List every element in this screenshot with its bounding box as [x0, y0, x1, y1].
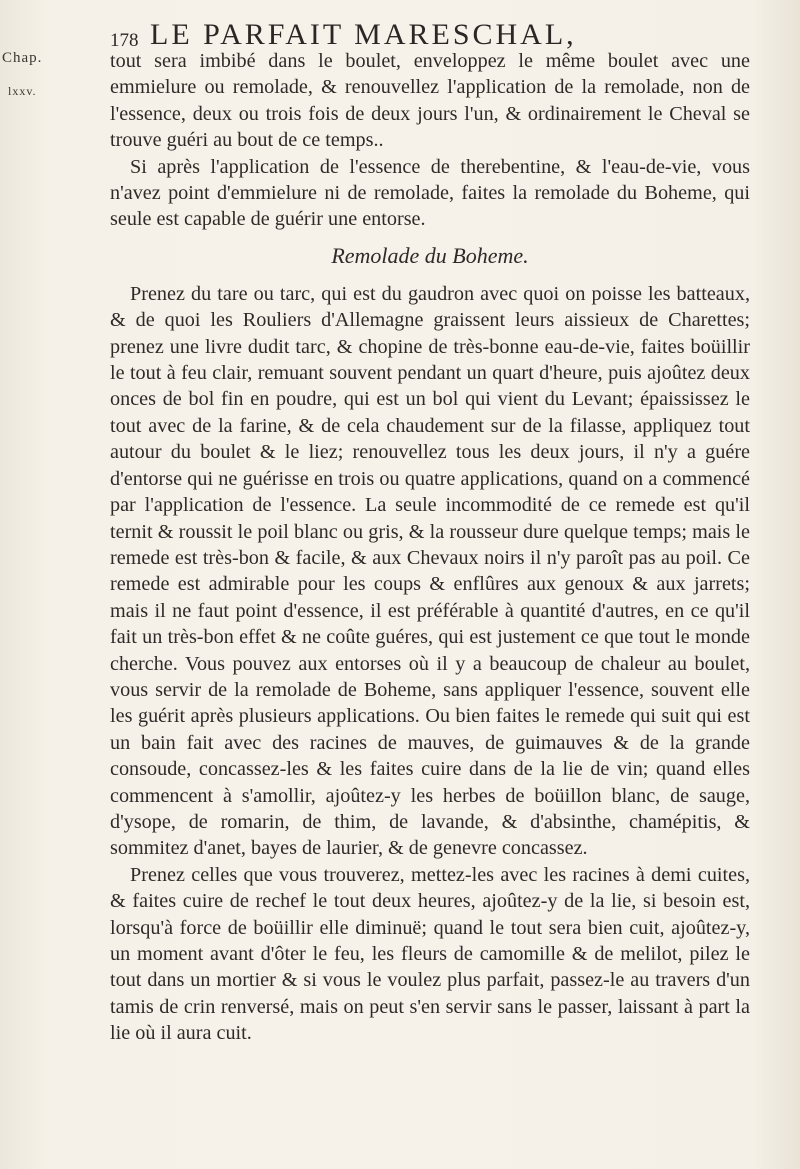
section-heading: Remolade du Boheme.	[331, 242, 529, 268]
chapter-number: lxxv.	[8, 84, 37, 98]
chapter-label: Chap.	[2, 50, 43, 66]
paragraph-3: Prenez du tare ou tarc, qui est du gaudron avec quoi on poisse les batteaux, & de quoi les Rouliers d'Allemagne graissent leurs aissieux de Charettes; prenez une livre dudit tarc, & chopine de très-bonne eau-de-vie, faites boüillir le tout à feu clair, remuant souvent pendant un quart d'heure, puis ajoûtez deux onces de bol fin en poudre, qui est un bol qui vient du Levant; épaississez le tout avec de la farine, & de cela chaudement sur de la filasse, appliquez tout autour du boulet & le liez; renouvellez tous les deux jours, il n'y a guére d'entorse qui ne guérisse en trois ou quatre applications, quand on a commencé par l'application de l'essence. La seule incommodité de ce remede est qu'il ternit & roussit le poil blanc ou gris, & la rousseur dure quelque temps; mais le remede est très-bon & facile, & aux Chevaux noirs il n'y paroît pas au poil. Ce remede est admirable pour les coups & enflûres aux genoux & aux jarrets; mais il ne faut point d'essence, il est préférable à quantité d'autres, en ce qu'il fait un très-bon effet & ne coûte guéres, qui est justement ce que tout le monde cherche. Vous pouvez aux entorses où il y a beaucoup de chaleur au boulet, vous servir de la remolade de Boheme, sans appliquer l'essence, souvent elle les guérit après plusieurs applications. Ou bien faites le remede qui suit qui est un bain fait avec des racines de mauves, de guimauves & de la grande consoude, concassez-les & les faites cuire dans de la lie de vin; quand elles commencent à s'amollir, ajoûtez-y les herbes de boüillon blanc, de sauge, d'ysope, de romarin, de thim, de lavande, & d'absinthe, chamépitis, & sommitez d'anet, bayes de laurier, & de genevre concassez.	[110, 282, 750, 860]
paragraph-1: tout sera imbibé dans le boulet, enveloppez le même boulet avec une emmielure ou remolade, & renouvellez l'application de la remolade, non de l'essence, deux ou trois fois de deux jours l'un, & ordinairement le Cheval se trouve guéri au bout de ce temps..	[110, 50, 750, 152]
paragraph-2: Si après l'application de l'essence de therebentine, & l'eau-de-vie, vous n'avez point d'emmielure ni de remolade, faites la remolade du Boheme, qui seule est capable de guérir une entorse.	[110, 155, 750, 231]
body-text	[110, 48, 750, 1047]
running-title: LE PARFAIT MARESCHAL,	[150, 18, 577, 51]
page-number: 178	[110, 30, 139, 51]
paragraph-4: Prenez celles que vous trouverez, mettez-les avec les racines à demi cuites, & faites cuire de rechef le tout deux heures, ajoûtez-y de la lie, si besoin est, lorsqu'à force de boüillir elle diminuë; quand le tout sera bien cuit, ajoûtez-y, un moment avant d'ôter le feu, les fleurs de camomille & de melilot, pilez le tout dans un mortier & si vous le voulez plus parfait, passez-le au travers d'un tamis de crin renversé, mais on peut s'en servir sans le passer, laissant à part la lie où il aura cuit.	[110, 863, 750, 1045]
